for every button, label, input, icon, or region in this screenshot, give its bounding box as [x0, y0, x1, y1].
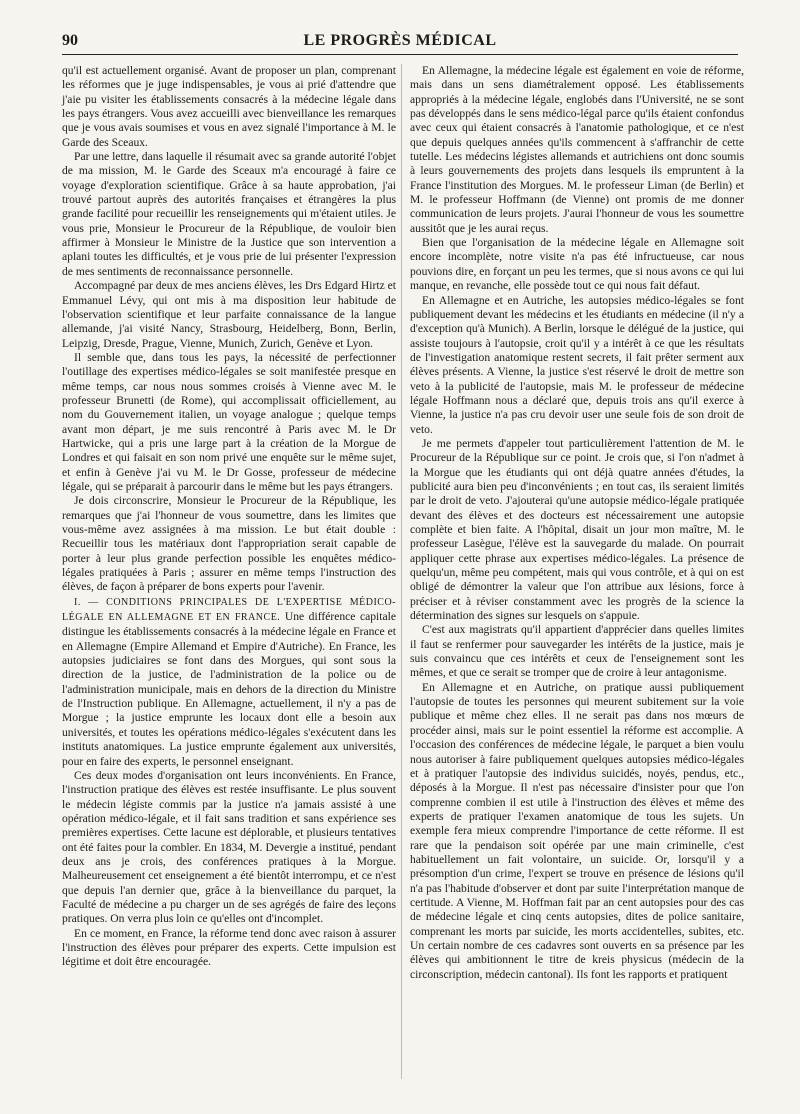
paragraph: Je me permets d'appeler tout particulièrement l'attention de M. le Procureur de la République sur ce point. Je crois que, si l'on n'admet à la Morgue que les étudiants qui ont déjà quatre années d'études, la publicité aura bien peu d'inconvénients ; en tout cas, ils seraient limités par le droit de veto. J'ajouterai qu'une autopsie médico-légale pratiquée devant des élèves et des docteurs est nécessairement une autopsie complète et bien faite. A l'hôpital, disait un jour mon maître, M. le professeur Lasègue, l'élève est la sauvegarde du malade. On pourrait appliquer cette phrase aux expertises médico-légales. La présence de quelqu'un, même peu compétent, mais qui vous contrôle, et à qui on est obligé de démontrer la valeur que l'on attribue aux lésions, force à préciser et à réviser constamment avec les progrès de la science la détermination des signes sur lesquels on s'appuie. [410, 436, 744, 623]
section-heading: I. — CONDITIONS PRINCIPALES DE L'EXPERTISE MÉDICO-LÉGALE EN ALLEMAGNE ET EN FRANCE. [62, 596, 396, 624]
right-column [410, 64, 744, 982]
paragraph: Ces deux modes d'organisation ont leurs inconvénients. En France, l'instruction pratique des élèves est restée insuffisante. Le plus souvent le médecin légiste commis par la justice n'a jamais assisté à une opération médico-légale, et il fait sans tradition et sans expérience ses premières expertises. Cette lacune est déplorable, et plusieurs tentatives ont été faites pour la combler. En 1834, M. Devergie a institué, pendant deux ans je crois, des conférences pratiques à la Morgue. Malheureusement cet enseignement a été bientôt interrompu, et ce n'est que depuis l'an dernier que, grâce à la bienveillance du parquet, la Faculté de médecine a pu charger un de ses agrégés de faire des leçons pratiques. On verra plus loin ce qu'elles ont d'incomplet. [62, 768, 396, 926]
page-header [62, 30, 738, 55]
section-text: Une différence capitale distingue les établissements consacrés à la médecine légale en France et en Allemagne (Empire Allemand et Empire d'Autriche). En France, les autopsies judiciaires se font dans des Morgues, qui sont sous la direction de la justice, de l'administration de la police ou de l'administration municipale, mais en dehors de la direction du Ministre de l'Instruction publique. En Allemagne, actuellement, il n'y a pas de Morgue ; la justice emprunte les locaux dont elle a besoin aux universités, et toutes les opérations médico-légales s'exécutent dans les instituts anatomiques. La justice emprunte également aux universités, pour en faire des experts, le personnel enseignant. [62, 610, 397, 768]
paragraph: Je dois circonscrire, Monsieur le Procureur de la République, les remarques que j'ai l'honneur de vous soumettre, dans les limites que vous-même avez assignées à ma mission. Le but était double : Recueillir tous les matériaux dont l'appropriation serait capable de porter à leur plus grande perfection possible les enquêtes médico-légales pratiquées à Paris ; assurer en même temps l'instruction des élèves, de façon à préparer de bons experts pour l'avenir. [62, 494, 396, 594]
paragraph: qu'il est actuellement organisé. Avant de proposer un plan, comprenant les réformes que je juge indispensables, je vous ai prié d'attendre que j'aie pu visiter les établissements consacrés à la médecine légale dans les pays étrangers. Vous avez accueilli avec bienveillance les remarques que je vous avais soumises et vous en avez signalé l'importance à M. le Garde des Sceaux. [62, 64, 396, 149]
column-divider [401, 64, 402, 1079]
paragraph: En ce moment, en France, la réforme tend donc avec raison à assurer l'instruction des élèves pour préparer des experts. Cette impulsion est légitime et doit être encouragée. [62, 926, 396, 969]
paragraph: En Allemagne et en Autriche, on pratique aussi publiquement l'autopsie de toutes les personnes qui meurent subitement sur la voie publique et même chez elles. Il ne serait pas dans nos mœurs de procéder ainsi, mais sur le point essentiel la réforme est accomplie. A l'occasion des conférences de médecine légale, le parquet a bien voulu nous autoriser à faire publiquement quelques autopsies médico-légales et à pratiquer l'autopsie des individus suicidés, noyés, pendus, etc., déposés à la Morgue. Il n'est pas nécessaire d'insister pour que l'on comprenne combien il est utile à l'instruction des élèves et même des experts de pratiquer l'examen anatomique de tous les sujets. Un exemple fera mieux comprendre l'importance de cette réforme. Il est rare que la pendaison soit opérée par une main criminelle, c'est habituellement un fait volontaire, un suicide. Or, lorsqu'il y a présomption d'un crime, l'expert se trouve en présence de lésions qu'il n'a pas l'habitude d'observer et dont par suite l'interprétation manque de certitude. A Vienne, M. Hoffman fait par an cent autopsies pour des cas de médecine légale et cinq cents autopsies, dites de police sanitaire, comprenant les morts par suicide, les morts accidentelles, subites, etc. Un certain nombre de ces cadavres sont ouverts en sa présence par les élèves qui ambitionnent le titre de kreis physicus (médecin de la circonscription, médecin cantonal). Ils font les rapports et pratiquent [410, 680, 744, 981]
section-paragraph [62, 595, 396, 769]
paragraph: Il semble que, dans tous les pays, la nécessité de perfectionner l'outillage des expertises médico-légales se soit manifestée presque en même temps, car nous nous sommes croisés à Vienne avec M. le professeur Brunetti (de Rome), qui accomplissait officiellement, au nom du Gouvernement italien, un voyage analogue ; quelque temps avant mon départ, je me suis rencontré à Paris avec M. le Dr Hartwicke, qui a pris une large part à la création de la Morgue de Londres et qui faisait en son nom privé une enquête sur le même sujet, et enfin à Genève j'ai vu M. le Dr Gosse, professeur de médecine légale, qui se préparait à parcourir dans le même but les pays étrangers. [62, 350, 396, 493]
paragraph: Par une lettre, dans laquelle il résumait avec sa grande autorité l'objet de ma mission, M. le Garde des Sceaux m'a encouragé à faire ce voyage d'exploration scientifique. Grâce à sa haute approbation, j'ai trouvé partout auprès des autorités françaises et étrangères la plus grande facilité pour recueillir les renseignements qui m'étaient utiles. Je vous prie, Monsieur le Procureur de la République, de vouloir bien affirmer à Monsieur le Ministre de la Justice que son intervention a aplani toutes les difficultés, et je vous prie de lui présenter l'expression de mes sentiments de reconnaissance personnelle. [62, 150, 396, 278]
paragraph: Accompagné par deux de mes anciens élèves, les Drs Edgard Hirtz et Emmanuel Lévy, qui ont mis à ma disposition leur habitude de l'observation scientifique et leur parfaite connaissance de la langue allemande, j'ai visité Nancy, Strasbourg, Heidelberg, Bonn, Berlin, Leipzig, Dresde, Prague, Vienne, Munich, Zurich, Genève et Lyon. [62, 279, 396, 350]
paragraph: En Allemagne et en Autriche, les autopsies médico-légales se font publiquement devant les médecins et les étudiants en médecine (il n'y a d'exception qu'à Munich). A Berlin, lorsque le délégué de la justice, qui assiste toujours à l'autopsie, croit qu'il y a intérêt à ce que les résultats de l'investigation anatomique restent secrets, il fait prêter serment aux élèves présents. A Vienne, la justice s'est réservé le droit de mettre son veto à la publicité de l'autopsie, mais M. le professeur de médecine légale Hoffmann nous a déclaré que, depuis trois ans qu'il exerce à Vienne, la justice n'a pas cru devoir user une seule fois de son droit de veto. [410, 293, 744, 436]
journal-title: LE PROGRÈS MÉDICAL [303, 32, 497, 49]
paragraph: C'est aux magistrats qu'il appartient d'apprécier dans quelles limites il faut se renfermer pour sauvegarder les intérêts de la justice, mais je suis convaincu que ces intérêts et ceux de l'enseignement sont les mêmes, et que ce serait se tromper que de croire à leur antagonisme. [410, 623, 744, 680]
left-column [62, 64, 396, 970]
paragraph: En Allemagne, la médecine légale est également en voie de réforme, mais dans un sens diamétralement opposé. Les établissements appropriés à la médecine légale, englobés dans l'Université, ne se sont pas développés dans le sens médico-légal parce qu'ils étaient confondus avec ceux qui étaient consacrés à l'anatomie pathologique, et ce n'est que depuis quelques années qu'ils commencent à s'affranchir de cette tutelle. Les médecins légistes allemands et autrichiens ont donc soumis à leurs gouvernements des projets dans lesquels ils empruntent à la France l'institution des Morgues. M. le professeur Liman (de Berlin) et M. le professeur Hoffmann (de Vienne) ont promis de me donner communication de leurs projets. J'aurai l'honneur de vous les soumettre aussitôt que je les aurai reçus. [410, 64, 744, 235]
paragraph: Bien que l'organisation de la médecine légale en Allemagne soit encore incomplète, notre visite n'a pas été infructueuse, car nous pouvions dire, en forçant un peu les termes, que si nous avons ce qui lui manque, en revanche, elle possède tout ce qui nous fait défaut. [410, 236, 744, 293]
page-number: 90 [62, 32, 78, 49]
